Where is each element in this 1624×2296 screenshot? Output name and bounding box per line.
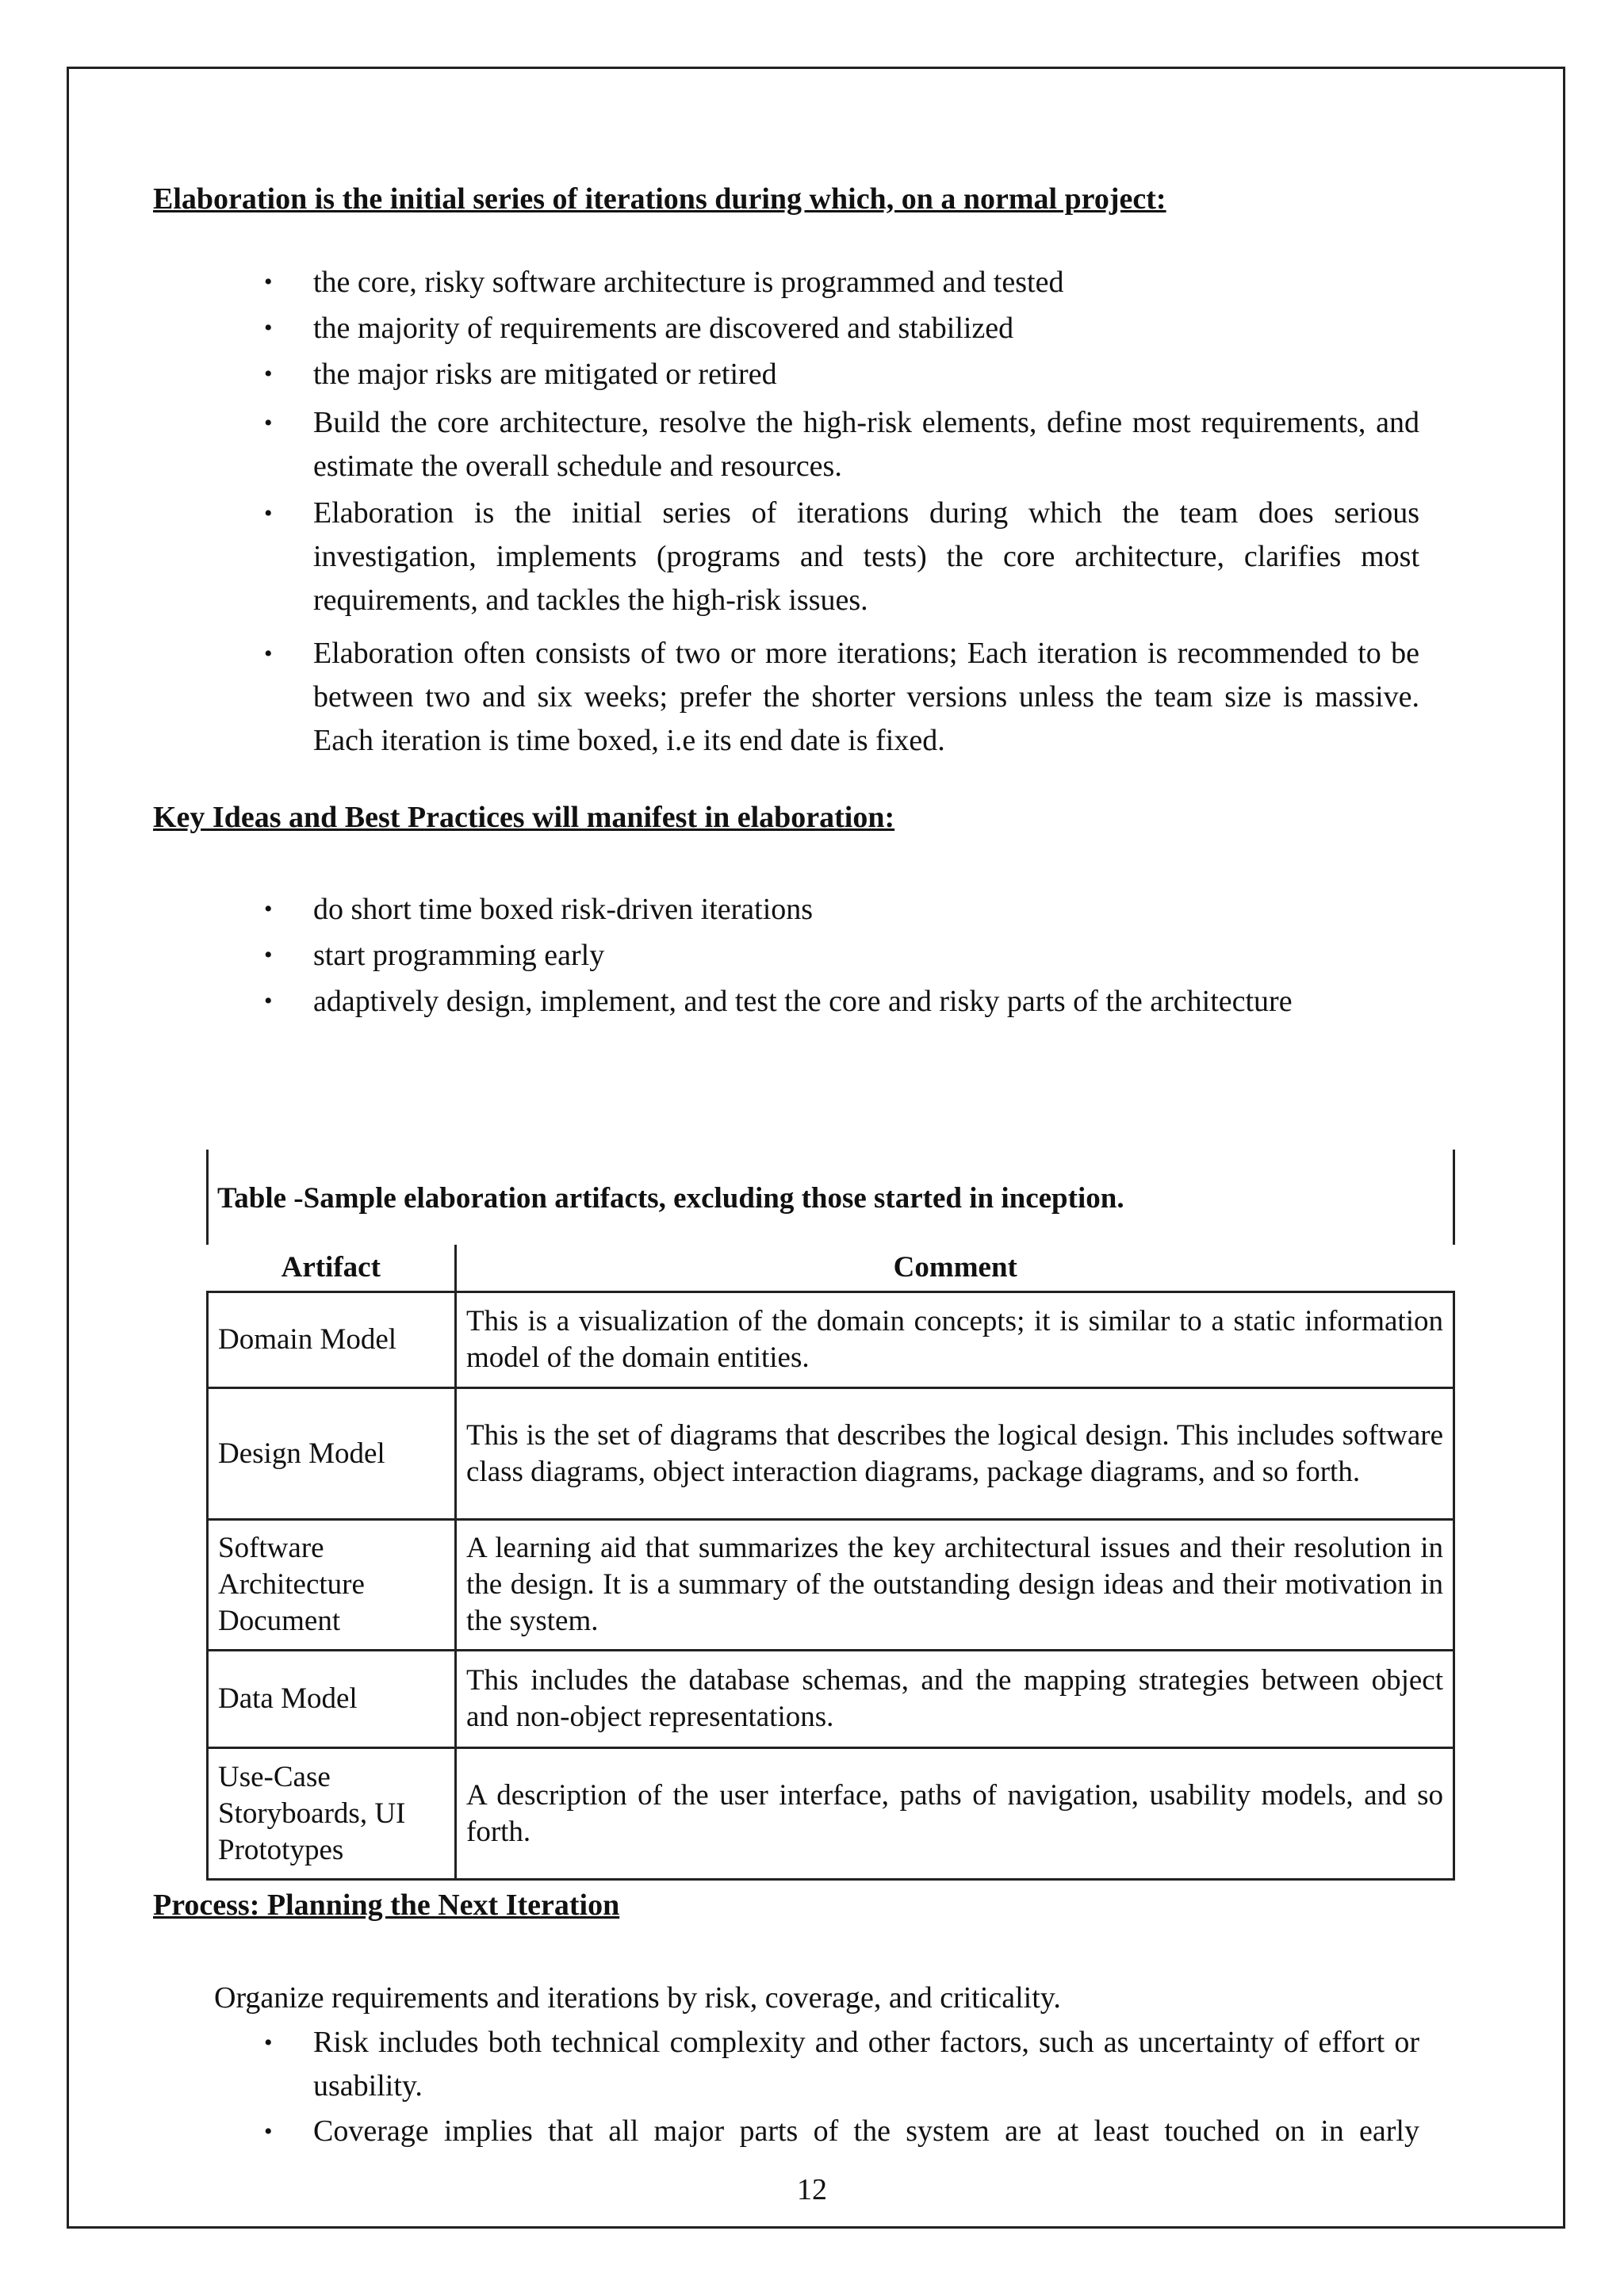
list-item <box>264 2021 1419 2108</box>
table-row <box>208 1651 1454 1748</box>
bullet-text: Elaboration often consists of two or more iterations; Each iteration is recommended to be between two and six weeks; prefer the shorter versions unless the team size is massive. Each iteration is time boxed, i.e its end date is fixed. <box>313 637 1419 757</box>
bullet-icon: • <box>264 641 273 667</box>
section-heading-planning: Process: Planning the Next Iteration <box>153 1888 620 1922</box>
list-item <box>264 401 1419 488</box>
artifact-cell: Data Model <box>208 1651 456 1748</box>
artifact-cell: Use-Case Storyboards, UI Prototypes <box>208 1748 456 1880</box>
bullet-text: Elaboration is the initial series of iterations during which the team does serious investigation, implements (programs and tests) the core architecture, clarifies most requirements, and tackles the high-risk issues. <box>313 496 1419 617</box>
comment-cell: This is the set of diagrams that describes the logical design. This includes software class diagrams, object interaction diagrams, package diagrams, and so forth. <box>456 1388 1454 1520</box>
bullet-icon: • <box>264 269 273 295</box>
bullet-text: Risk includes both technical complexity and other factors, such as uncertainty of effort or usability. <box>313 2026 1419 2103</box>
list-item <box>264 632 1419 763</box>
section-heading-elaboration: Elaboration is the initial series of iterations during which, on a normal project: <box>153 182 1166 216</box>
elaboration-bullet-list <box>264 260 1419 763</box>
list-item <box>264 492 1419 622</box>
comment-cell: This includes the database schemas, and the mapping strategies between object and non-object representations. <box>456 1651 1454 1748</box>
table-header-row <box>208 1245 1454 1292</box>
column-header-artifact: Artifact <box>208 1245 456 1292</box>
bullet-text: Coverage implies that all major parts of the system are at least touched on in early <box>313 2114 1419 2148</box>
artifact-cell: Domain Model <box>208 1292 456 1388</box>
column-header-comment: Comment <box>456 1245 1454 1292</box>
table-frame-left-border <box>206 1150 209 1245</box>
artifact-cell: Software Architecture Document <box>208 1520 456 1651</box>
list-item <box>264 352 1419 396</box>
table-row <box>208 1748 1454 1880</box>
bullet-icon: • <box>264 410 273 436</box>
bullet-icon: • <box>264 2118 273 2145</box>
bullet-icon: • <box>264 500 273 526</box>
bullet-text: the core, risky software architecture is programmed and tested <box>313 266 1064 299</box>
list-item <box>264 260 1419 304</box>
list-item <box>264 306 1419 350</box>
table-row <box>208 1292 1454 1388</box>
bullet-text: start programming early <box>313 939 605 972</box>
bullet-text: Build the core architecture, resolve the high-risk elements, define most requirements, and estimate the overall schedule and resources. <box>313 406 1419 483</box>
bullet-icon: • <box>264 2030 273 2056</box>
artifact-cell: Design Model <box>208 1388 456 1520</box>
table-frame-right-border <box>1453 1150 1455 1245</box>
list-item <box>264 886 1297 932</box>
list-item <box>264 978 1297 1024</box>
planning-intro-text: Organize requirements and iterations by risk, coverage, and criticality. <box>214 1981 1061 2015</box>
bullet-icon: • <box>264 896 273 922</box>
bullet-icon: • <box>264 942 273 968</box>
bullet-icon: • <box>264 361 273 387</box>
page-number: 12 <box>797 2173 827 2206</box>
bullet-icon: • <box>264 988 273 1014</box>
comment-cell: A learning aid that summarizes the key architectural issues and their resolution in the design. It is a summary of the outstanding design ideas and their motivation in the system. <box>456 1520 1454 1651</box>
bullet-icon: • <box>264 315 273 341</box>
bullet-text: the major risks are mitigated or retired <box>313 358 777 391</box>
comment-cell: This is a visualization of the domain concepts; it is similar to a static information model of the domain entities. <box>456 1292 1454 1388</box>
planning-bullet-list <box>264 2021 1419 2153</box>
key-ideas-bullet-list <box>264 886 1297 1024</box>
comment-cell: A description of the user interface, paths of navigation, usability models, and so forth. <box>456 1748 1454 1880</box>
table-row <box>208 1388 1454 1520</box>
bullet-text: adaptively design, implement, and test the core and risky parts of the architecture <box>313 985 1293 1018</box>
section-heading-key-ideas: Key Ideas and Best Practices will manifest in elaboration: <box>153 801 895 834</box>
artifacts-table <box>206 1245 1455 1881</box>
list-item <box>264 932 1297 978</box>
bullet-text: the majority of requirements are discovered and stabilized <box>313 312 1014 345</box>
table-caption: Table -Sample elaboration artifacts, excluding those started in inception. <box>217 1182 1124 1215</box>
table-row <box>208 1520 1454 1651</box>
list-item <box>264 2110 1419 2153</box>
bullet-text: do short time boxed risk-driven iterations <box>313 893 814 926</box>
